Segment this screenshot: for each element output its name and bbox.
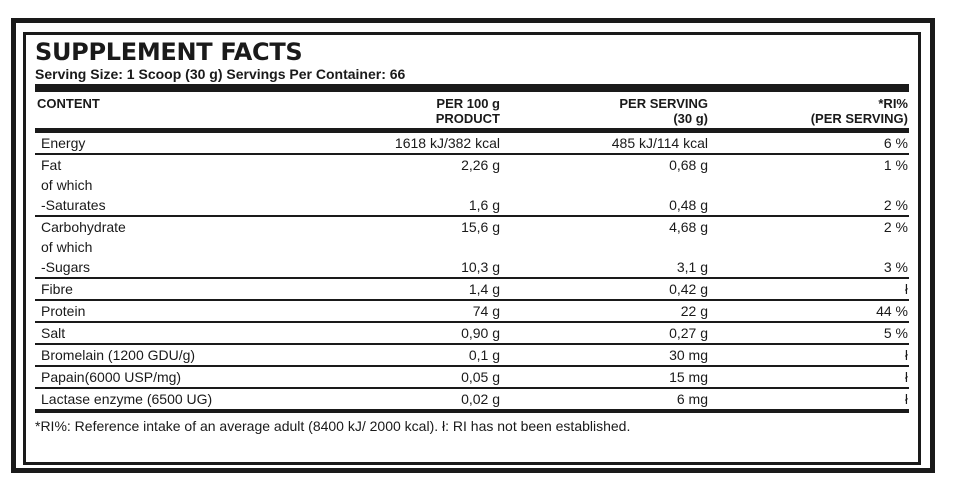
table-row (35, 133, 909, 155)
cell-serving (503, 217, 711, 277)
cell-line: 3,1 g (676, 259, 708, 275)
cell-line: 15,6 g (461, 219, 500, 235)
cell-per100 (255, 279, 503, 299)
cell-line: 5 % (883, 325, 908, 341)
header-ri (711, 96, 911, 128)
cell-line: Fibre (41, 281, 73, 297)
cell-line: -Sugars (41, 259, 91, 275)
cell-line: 1,6 g (468, 197, 500, 213)
cell-line (711, 175, 908, 195)
table-row (35, 301, 909, 323)
cell-line: 2 % (883, 219, 908, 235)
cell-serving (503, 155, 711, 215)
cell-line: 30 mg (669, 347, 708, 363)
cell-serving (503, 323, 711, 343)
cell-line (255, 237, 500, 257)
header-ri-line1: *RI% (878, 96, 908, 111)
cell-line: Salt (41, 325, 66, 341)
cell-line: 0,05 g (461, 369, 500, 385)
cell-label (35, 279, 255, 299)
cell-line: Bromelain (1200 GDU/g) (41, 347, 196, 363)
cell-label (35, 323, 255, 343)
cell-ri (711, 217, 911, 277)
header-content: CONTENT (37, 96, 100, 111)
cell-line: 15 mg (669, 369, 708, 385)
cell-per100 (255, 217, 503, 277)
cell-ri (711, 345, 911, 365)
cell-line: of which (41, 239, 93, 255)
cell-line: 1 % (883, 157, 908, 173)
cell-ri (711, 279, 911, 299)
cell-line: 0,42 g (669, 281, 708, 297)
cell-line: 0,02 g (461, 391, 500, 407)
cell-per100 (255, 133, 503, 153)
cell-line: Protein (41, 303, 86, 319)
cell-serving (503, 345, 711, 365)
cell-label (35, 389, 255, 409)
table-row (35, 155, 909, 217)
cell-per100 (255, 155, 503, 215)
table-row (35, 323, 909, 345)
header-per-serving-line1: PER SERVING (619, 96, 708, 111)
header-per-100g-line1: PER 100 g (436, 96, 500, 111)
cell-line: Lactase enzyme (6500 UG) (41, 391, 213, 407)
cell-line: 2 % (883, 197, 908, 213)
cell-serving (503, 367, 711, 387)
cell-per100 (255, 367, 503, 387)
cell-line: Energy (41, 135, 86, 151)
cell-label (35, 155, 255, 215)
cell-line: 44 % (876, 303, 908, 319)
cell-line (503, 175, 708, 195)
cell-line: 74 g (472, 303, 500, 319)
cell-per100 (255, 389, 503, 409)
cell-label (35, 345, 255, 365)
cell-line: 4,68 g (669, 219, 708, 235)
cell-label (35, 301, 255, 321)
cell-line: ł (904, 347, 908, 363)
cell-serving (503, 301, 711, 321)
cell-line: 485 kJ/114 kcal (611, 135, 708, 151)
cell-line: Papain(6000 USP/mg) (41, 369, 182, 385)
thick-divider (35, 84, 909, 92)
cell-line: 0,90 g (461, 325, 500, 341)
cell-ri (711, 389, 911, 409)
cell-line: ł (904, 391, 908, 407)
cell-per100 (255, 301, 503, 321)
supplement-facts-panel (23, 32, 921, 465)
cell-line: -Saturates (41, 197, 106, 213)
cell-label (35, 217, 255, 277)
panel-title: SUPPLEMENT FACTS (35, 38, 303, 66)
cell-ri (711, 133, 911, 153)
cell-ri (711, 301, 911, 321)
table-row (35, 279, 909, 301)
serving-info: Serving Size: 1 Scoop (30 g) Servings Per Container: 66 (35, 66, 406, 82)
cell-line: 0,48 g (669, 197, 708, 213)
cell-line: ł (904, 281, 908, 297)
cell-serving (503, 133, 711, 153)
table-row (35, 345, 909, 367)
cell-line: 1,4 g (468, 281, 500, 297)
cell-line: of which (41, 177, 93, 193)
cell-serving (503, 389, 711, 409)
cell-line (255, 175, 500, 195)
table-row (35, 389, 909, 413)
cell-line: 0,68 g (669, 157, 708, 173)
cell-line: Fat (41, 157, 62, 173)
header-per-100g-line2: PRODUCT (435, 111, 500, 126)
cell-line: 3 % (883, 259, 908, 275)
cell-serving (503, 279, 711, 299)
cell-line (711, 237, 908, 257)
cell-ri (711, 367, 911, 387)
cell-line: 1618 kJ/382 kcal (394, 135, 500, 151)
table-header (35, 92, 909, 133)
cell-line: 10,3 g (461, 259, 500, 275)
cell-label (35, 367, 255, 387)
header-per-serving (503, 96, 711, 128)
cell-ri (711, 155, 911, 215)
cell-line: ł (904, 369, 908, 385)
cell-line: 2,26 g (461, 157, 500, 173)
cell-per100 (255, 345, 503, 365)
footnote: *RI%: Reference intake of an average adult (8400 kJ/ 2000 kcal). ł: RI has not been established. (35, 418, 631, 434)
cell-line: Carbohydrate (41, 219, 126, 235)
cell-label (35, 133, 255, 153)
cell-line: 6 mg (676, 391, 708, 407)
cell-line: 0,27 g (669, 325, 708, 341)
cell-line: 6 % (883, 135, 908, 151)
header-ri-line2: (PER SERVING) (810, 111, 908, 126)
table-row (35, 367, 909, 389)
header-per-100g (255, 96, 503, 128)
table-row (35, 217, 909, 279)
nutrient-rows (35, 133, 909, 413)
cell-ri (711, 323, 911, 343)
cell-line (503, 237, 708, 257)
cell-line: 0,1 g (468, 347, 500, 363)
cell-per100 (255, 323, 503, 343)
cell-line: 22 g (680, 303, 708, 319)
header-per-serving-line2: (30 g) (673, 111, 708, 126)
